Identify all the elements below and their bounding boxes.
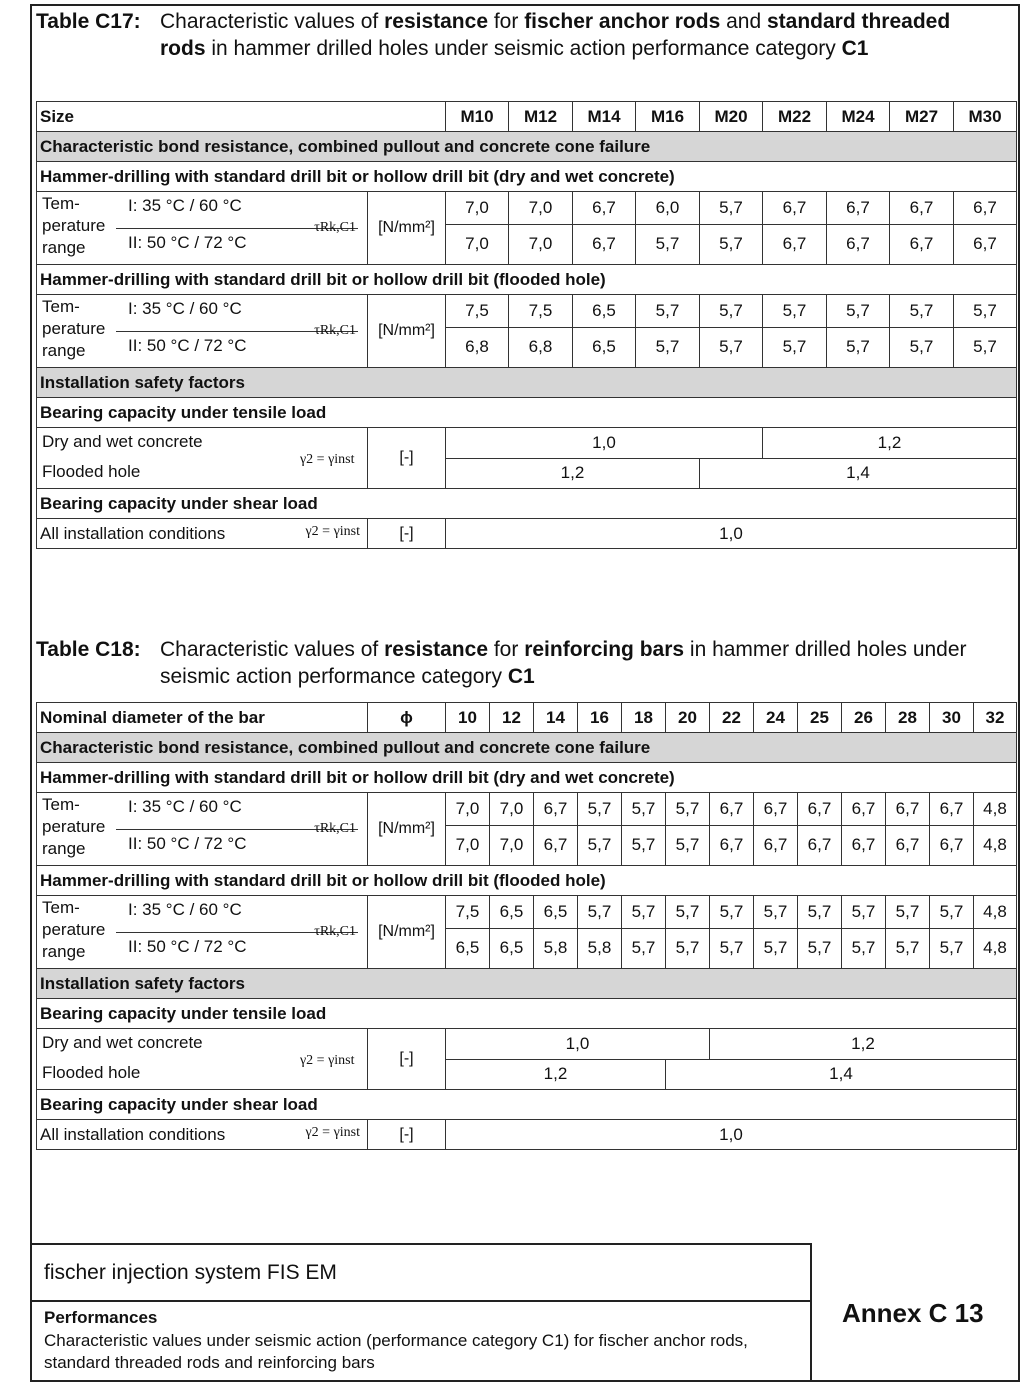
diameter-label: Nominal diameter of the bar xyxy=(37,703,368,733)
title-part: in hammer drilled holes under seismic action performance category xyxy=(160,638,967,688)
range-I: I: 35 °C / 60 °C xyxy=(128,196,242,215)
divider xyxy=(30,1300,810,1302)
gamma-symbol: γ2 = γinst xyxy=(305,1124,360,1140)
range-I: I: 35 °C / 60 °C xyxy=(128,797,242,816)
value-cell: 6,5 xyxy=(490,896,534,929)
value-cell: 7,0 xyxy=(446,793,490,826)
tau-symbol: τRk,C1 xyxy=(314,220,356,235)
system-name: fischer injection system FIS EM xyxy=(44,1261,337,1284)
value-cell: 5,7 xyxy=(886,928,930,968)
temp-label: perature xyxy=(42,216,106,235)
value-cell: 6,5 xyxy=(490,928,534,968)
tensile-flood-value: 1,4 xyxy=(666,1059,1017,1090)
range-II: II: 50 °C / 72 °C xyxy=(128,834,247,853)
title-part: for xyxy=(488,10,525,33)
value-cell: 6,7 xyxy=(930,825,974,865)
range-II: II: 50 °C / 72 °C xyxy=(128,336,247,355)
value-cell: 5,7 xyxy=(666,793,710,826)
value-cell: 5,7 xyxy=(930,896,974,929)
value-cell: 5,7 xyxy=(798,896,842,929)
title-part: standard threaded rods xyxy=(160,10,951,60)
unit-dimless: [-] xyxy=(368,1120,446,1150)
all-conditions-cell xyxy=(37,519,368,549)
temp-label: perature xyxy=(42,319,106,338)
value-cell: 7,0 xyxy=(446,825,490,865)
value-cell: 6,7 xyxy=(710,793,754,826)
value-cell: 5,7 xyxy=(842,928,886,968)
temperature-range-cell xyxy=(37,192,368,265)
value-cell: 5,8 xyxy=(578,928,622,968)
value-cell: 5,7 xyxy=(700,295,763,328)
phi-symbol: ϕ xyxy=(368,703,446,733)
temperature-range-cell xyxy=(37,295,368,368)
table-c18-title xyxy=(160,636,1000,690)
value-cell: 5,7 xyxy=(890,327,954,367)
temp-label: range xyxy=(42,238,86,257)
value-cell: 7,0 xyxy=(509,192,573,225)
bond-header: Characteristic bond resistance, combined pullout and concrete cone failure xyxy=(37,132,1017,162)
value-cell: 5,7 xyxy=(622,825,666,865)
value-cell: 7,5 xyxy=(446,295,509,328)
temperature-range-cell xyxy=(37,896,368,969)
value-cell: 5,7 xyxy=(827,327,890,367)
bond-header: Characteristic bond resistance, combined pullout and concrete cone failure xyxy=(37,733,1017,763)
title-part: and xyxy=(720,10,767,33)
temp-label: perature xyxy=(42,817,106,836)
value-cell: 6,7 xyxy=(842,793,886,826)
diameter-col: 12 xyxy=(490,703,534,733)
diameter-col: 25 xyxy=(798,703,842,733)
value-cell: 6,7 xyxy=(534,793,578,826)
value-cell: 5,7 xyxy=(700,224,763,264)
value-cell: 7,0 xyxy=(509,224,573,264)
value-cell: 5,7 xyxy=(827,295,890,328)
footer xyxy=(30,1243,1020,1382)
value-cell: 6,7 xyxy=(754,825,798,865)
diameter-col: 16 xyxy=(578,703,622,733)
tensile-flood-value: 1,4 xyxy=(700,458,1017,489)
value-cell: 6,7 xyxy=(930,793,974,826)
value-cell: 5,7 xyxy=(700,327,763,367)
shear-header: Bearing capacity under shear load xyxy=(37,489,1017,519)
value-cell: 6,5 xyxy=(534,896,578,929)
diameter-col: 14 xyxy=(534,703,578,733)
temp-label: Tem- xyxy=(42,194,80,213)
value-cell: 5,7 xyxy=(798,928,842,968)
tensile-conditions-cell xyxy=(37,428,368,489)
value-cell: 6,7 xyxy=(886,793,930,826)
value-cell: 6,7 xyxy=(827,192,890,225)
size-label: Size xyxy=(37,102,446,132)
diameter-col: 30 xyxy=(930,703,974,733)
value-cell: 6,7 xyxy=(842,825,886,865)
value-cell: 5,7 xyxy=(578,825,622,865)
value-cell: 6,7 xyxy=(534,825,578,865)
value-cell: 7,0 xyxy=(490,793,534,826)
value-cell: 7,5 xyxy=(509,295,573,328)
value-cell: 6,7 xyxy=(954,224,1017,264)
tau-symbol: τRk,C1 xyxy=(314,924,356,939)
value-cell: 5,7 xyxy=(666,928,710,968)
title-part: reinforcing bars xyxy=(524,638,685,661)
title-part: in hammer drilled holes under seismic action performance category xyxy=(205,37,842,60)
table-c17-title xyxy=(160,8,1000,62)
value-cell: 5,7 xyxy=(710,928,754,968)
value-cell: 5,7 xyxy=(578,896,622,929)
unit-dimless: [-] xyxy=(368,1029,446,1090)
tensile-conditions-cell xyxy=(37,1029,368,1090)
safety-header: Installation safety factors xyxy=(37,969,1017,999)
value-cell: 6,5 xyxy=(573,295,636,328)
value-cell: 5,7 xyxy=(763,327,827,367)
temp-label: Tem- xyxy=(42,795,80,814)
value-cell: 5,7 xyxy=(578,793,622,826)
value-cell: 5,7 xyxy=(754,928,798,968)
diameter-col: 24 xyxy=(754,703,798,733)
shear-header: Bearing capacity under shear load xyxy=(37,1090,1017,1120)
performances-title: Performances xyxy=(44,1308,158,1327)
shear-value: 1,0 xyxy=(446,1120,1017,1150)
title-part: Characteristic values of xyxy=(160,638,385,661)
diameter-col: 26 xyxy=(842,703,886,733)
tensile-dry-value: 1,0 xyxy=(446,1029,710,1060)
value-cell: 5,7 xyxy=(954,327,1017,367)
size-col: M20 xyxy=(700,102,763,132)
value-cell: 6,8 xyxy=(509,327,573,367)
value-cell: 5,7 xyxy=(700,192,763,225)
value-cell: 5,8 xyxy=(534,928,578,968)
tensile-dry-value: 1,2 xyxy=(710,1029,1017,1060)
flooded-label: Flooded hole xyxy=(42,462,141,481)
value-cell: 5,7 xyxy=(890,295,954,328)
value-cell: 5,7 xyxy=(954,295,1017,328)
unit-stress: [N/mm²] xyxy=(368,793,446,866)
value-cell: 6,7 xyxy=(798,825,842,865)
table-c18-label: Table C18: xyxy=(36,638,141,661)
title-part: resistance xyxy=(384,10,488,33)
tensile-dry-value: 1,2 xyxy=(763,428,1017,459)
diameter-col: 22 xyxy=(710,703,754,733)
gamma-symbol: γ2 = γinst xyxy=(300,1053,355,1068)
value-cell: 6,7 xyxy=(573,224,636,264)
value-cell: 6,7 xyxy=(954,192,1017,225)
value-cell: 4,8 xyxy=(974,793,1017,826)
value-cell: 5,7 xyxy=(622,928,666,968)
value-cell: 7,0 xyxy=(446,192,509,225)
temp-label: range xyxy=(42,942,86,961)
value-cell: 6,5 xyxy=(573,327,636,367)
value-cell: 6,7 xyxy=(890,224,954,264)
unit-stress: [N/mm²] xyxy=(368,295,446,368)
value-cell: 4,8 xyxy=(974,896,1017,929)
value-cell: 6,7 xyxy=(763,224,827,264)
value-cell: 5,7 xyxy=(636,224,700,264)
value-cell: 4,8 xyxy=(974,928,1017,968)
performances-description: Characteristic values under seismic action (performance category C1) for fischer anchor rods, standard threaded rods and reinforcing bars xyxy=(44,1331,748,1372)
flood-section-header: Hammer-drilling with standard drill bit or hollow drill bit (flooded hole) xyxy=(37,866,1017,896)
unit-stress: [N/mm²] xyxy=(368,192,446,265)
value-cell: 6,7 xyxy=(798,793,842,826)
value-cell: 5,7 xyxy=(622,793,666,826)
title-part: fischer anchor rods xyxy=(524,10,721,33)
temp-label: Tem- xyxy=(42,898,80,917)
value-cell: 5,7 xyxy=(636,327,700,367)
title-part: C1 xyxy=(507,665,535,688)
safety-header: Installation safety factors xyxy=(37,368,1017,398)
temperature-range-cell xyxy=(37,793,368,866)
dry-wet-label: Dry and wet concrete xyxy=(42,432,203,451)
unit-dimless: [-] xyxy=(368,519,446,549)
diameter-col: 32 xyxy=(974,703,1017,733)
range-I: I: 35 °C / 60 °C xyxy=(128,900,242,919)
value-cell: 6,7 xyxy=(710,825,754,865)
value-cell: 5,7 xyxy=(842,896,886,929)
value-cell: 6,7 xyxy=(827,224,890,264)
title-part: for xyxy=(488,638,525,661)
tensile-header: Bearing capacity under tensile load xyxy=(37,999,1017,1029)
value-cell: 5,7 xyxy=(754,896,798,929)
value-cell: 7,0 xyxy=(490,825,534,865)
shear-value: 1,0 xyxy=(446,519,1017,549)
all-conditions-label: All installation conditions xyxy=(40,523,226,543)
range-II: II: 50 °C / 72 °C xyxy=(128,233,247,252)
value-cell: 6,7 xyxy=(573,192,636,225)
diameter-col: 18 xyxy=(622,703,666,733)
flooded-label: Flooded hole xyxy=(42,1063,141,1082)
title-part: C1 xyxy=(841,37,869,60)
tau-symbol: τRk,C1 xyxy=(314,323,356,338)
value-cell: 5,7 xyxy=(886,896,930,929)
unit-dimless: [-] xyxy=(368,428,446,489)
temp-label: range xyxy=(42,341,86,360)
all-conditions-cell xyxy=(37,1120,368,1150)
value-cell: 6,8 xyxy=(446,327,509,367)
size-col: M22 xyxy=(763,102,827,132)
range-II: II: 50 °C / 72 °C xyxy=(128,937,247,956)
size-col: M27 xyxy=(890,102,954,132)
value-cell: 6,7 xyxy=(754,793,798,826)
tensile-flood-value: 1,2 xyxy=(446,1059,666,1090)
tensile-header: Bearing capacity under tensile load xyxy=(37,398,1017,428)
value-cell: 7,5 xyxy=(446,896,490,929)
value-cell: 6,7 xyxy=(763,192,827,225)
value-cell: 6,7 xyxy=(890,192,954,225)
value-cell: 5,7 xyxy=(666,825,710,865)
dry-section-header: Hammer-drilling with standard drill bit or hollow drill bit (dry and wet concrete) xyxy=(37,162,1017,192)
all-conditions-label: All installation conditions xyxy=(40,1124,226,1144)
tau-symbol: τRk,C1 xyxy=(314,821,356,836)
title-part: resistance xyxy=(384,638,488,661)
unit-stress: [N/mm²] xyxy=(368,896,446,969)
flood-section-header: Hammer-drilling with standard drill bit or hollow drill bit (flooded hole) xyxy=(37,265,1017,295)
value-cell: 6,5 xyxy=(446,928,490,968)
annex-label: Annex C 13 xyxy=(842,1298,984,1328)
temp-label: range xyxy=(42,839,86,858)
title-part: Characteristic values of xyxy=(160,10,385,33)
footer-left xyxy=(30,1243,812,1382)
value-cell: 5,7 xyxy=(622,896,666,929)
gamma-symbol: γ2 = γinst xyxy=(300,452,355,467)
table-c17 xyxy=(36,101,1017,549)
diameter-col: 10 xyxy=(446,703,490,733)
value-cell: 5,7 xyxy=(930,928,974,968)
size-col: M24 xyxy=(827,102,890,132)
gamma-symbol: γ2 = γinst xyxy=(305,523,360,539)
size-col: M12 xyxy=(509,102,573,132)
value-cell: 4,8 xyxy=(974,825,1017,865)
size-col: M14 xyxy=(573,102,636,132)
diameter-col: 28 xyxy=(886,703,930,733)
value-cell: 5,7 xyxy=(666,896,710,929)
value-cell: 5,7 xyxy=(710,896,754,929)
temp-label: perature xyxy=(42,920,106,939)
value-cell: 6,0 xyxy=(636,192,700,225)
value-cell: 6,7 xyxy=(886,825,930,865)
tensile-dry-value: 1,0 xyxy=(446,428,763,459)
dry-section-header: Hammer-drilling with standard drill bit or hollow drill bit (dry and wet concrete) xyxy=(37,763,1017,793)
size-col: M10 xyxy=(446,102,509,132)
value-cell: 5,7 xyxy=(636,295,700,328)
table-c17-label: Table C17: xyxy=(36,10,141,33)
range-I: I: 35 °C / 60 °C xyxy=(128,299,242,318)
value-cell: 7,0 xyxy=(446,224,509,264)
diameter-col: 20 xyxy=(666,703,710,733)
size-col: M16 xyxy=(636,102,700,132)
dry-wet-label: Dry and wet concrete xyxy=(42,1033,203,1052)
size-col: M30 xyxy=(954,102,1017,132)
temp-label: Tem- xyxy=(42,297,80,316)
value-cell: 5,7 xyxy=(763,295,827,328)
tensile-flood-value: 1,2 xyxy=(446,458,700,489)
table-c18 xyxy=(36,702,1017,1150)
